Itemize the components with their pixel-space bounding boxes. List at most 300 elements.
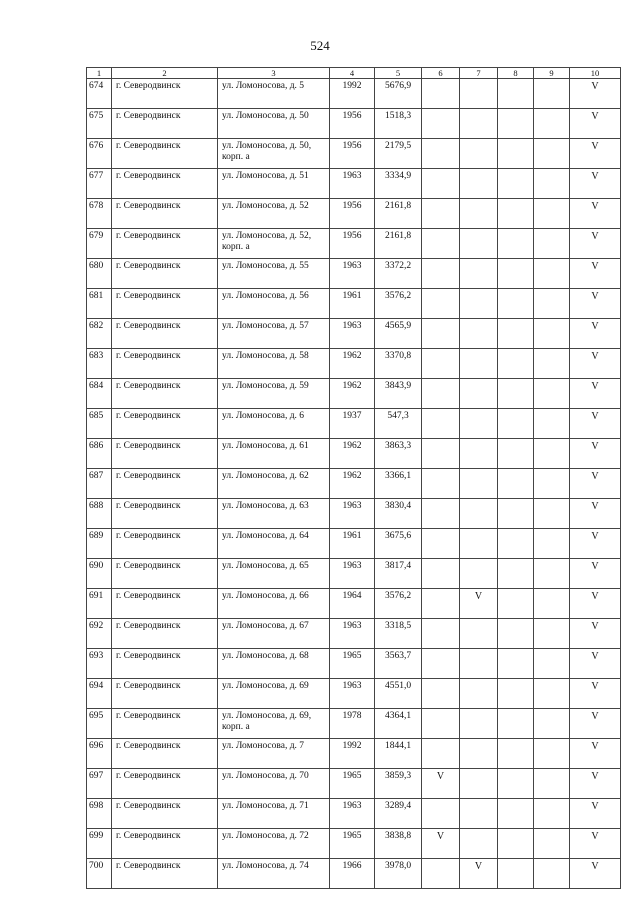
column-7-mark [460, 739, 498, 769]
column-9-mark [534, 709, 570, 739]
table-row [87, 289, 621, 319]
column-9-mark [534, 679, 570, 709]
column-6-mark [422, 199, 460, 229]
address-cell: ул. Ломоносова, д. 50 [218, 109, 330, 139]
column-9-mark [534, 79, 570, 109]
column-6-mark: V [422, 769, 460, 799]
area-cell: 3370,8 [375, 349, 422, 379]
year-cell: 1992 [330, 79, 375, 109]
column-10-mark: V [570, 709, 621, 739]
column-10-mark: V [570, 859, 621, 889]
column-9-mark [534, 829, 570, 859]
year-cell: 1963 [330, 619, 375, 649]
address-cell: ул. Ломоносова, д. 72 [218, 829, 330, 859]
column-8-mark [498, 829, 534, 859]
column-6-mark [422, 439, 460, 469]
address-cell: ул. Ломоносова, д. 64 [218, 529, 330, 559]
address-cell: ул. Ломоносова, д. 63 [218, 499, 330, 529]
year-cell: 1965 [330, 649, 375, 679]
address-cell: ул. Ломоносова, д. 59 [218, 379, 330, 409]
column-8-mark [498, 769, 534, 799]
table-row [87, 859, 621, 889]
address-cell: ул. Ломоносова, д. 56 [218, 289, 330, 319]
column-7-mark [460, 619, 498, 649]
column-10-mark: V [570, 79, 621, 109]
table-row [87, 259, 621, 289]
column-8-mark [498, 709, 534, 739]
column-8-mark [498, 439, 534, 469]
column-9-mark [534, 109, 570, 139]
column-10-mark: V [570, 409, 621, 439]
area-cell: 3576,2 [375, 289, 422, 319]
column-10-mark: V [570, 829, 621, 859]
column-7-mark [460, 109, 498, 139]
year-cell: 1963 [330, 559, 375, 589]
column-10-mark: V [570, 169, 621, 199]
column-8-mark [498, 799, 534, 829]
column-7-mark [460, 439, 498, 469]
column-header: 1 [87, 68, 112, 79]
address-cell: ул. Ломоносова, д. 69, корп. а [218, 709, 330, 739]
area-cell: 3318,5 [375, 619, 422, 649]
column-6-mark [422, 289, 460, 319]
row-number: 698 [87, 799, 112, 829]
column-7-mark: V [460, 859, 498, 889]
column-7-mark: V [460, 589, 498, 619]
year-cell: 1965 [330, 829, 375, 859]
address-cell: ул. Ломоносова, д. 61 [218, 439, 330, 469]
column-9-mark [534, 619, 570, 649]
area-cell: 3334,9 [375, 169, 422, 199]
row-number: 676 [87, 139, 112, 169]
city-cell: г. Северодвинск [112, 739, 218, 769]
column-10-mark: V [570, 499, 621, 529]
column-10-mark: V [570, 379, 621, 409]
table-row [87, 769, 621, 799]
row-number: 678 [87, 199, 112, 229]
area-cell: 3859,3 [375, 769, 422, 799]
row-number: 686 [87, 439, 112, 469]
column-9-mark [534, 199, 570, 229]
area-cell: 3838,8 [375, 829, 422, 859]
area-cell: 3576,2 [375, 589, 422, 619]
column-6-mark [422, 589, 460, 619]
table-row [87, 649, 621, 679]
row-number: 677 [87, 169, 112, 199]
year-cell: 1963 [330, 799, 375, 829]
column-6-mark [422, 139, 460, 169]
column-header: 3 [218, 68, 330, 79]
row-number: 689 [87, 529, 112, 559]
column-6-mark [422, 259, 460, 289]
table-row [87, 739, 621, 769]
column-7-mark [460, 319, 498, 349]
area-cell: 4565,9 [375, 319, 422, 349]
column-7-mark [460, 409, 498, 439]
year-cell: 1962 [330, 379, 375, 409]
column-9-mark [534, 439, 570, 469]
area-cell: 4364,1 [375, 709, 422, 739]
city-cell: г. Северодвинск [112, 499, 218, 529]
area-cell: 1518,3 [375, 109, 422, 139]
page-number: 524 [310, 38, 330, 53]
area-cell: 3372,2 [375, 259, 422, 289]
city-cell: г. Северодвинск [112, 409, 218, 439]
column-6-mark [422, 499, 460, 529]
column-header: 2 [112, 68, 218, 79]
area-cell: 2161,8 [375, 229, 422, 259]
column-10-mark: V [570, 289, 621, 319]
city-cell: г. Северодвинск [112, 319, 218, 349]
column-8-mark [498, 229, 534, 259]
table-row [87, 679, 621, 709]
city-cell: г. Северодвинск [112, 379, 218, 409]
row-number: 691 [87, 589, 112, 619]
column-7-mark [460, 259, 498, 289]
housing-register-table [86, 67, 621, 889]
column-8-mark [498, 349, 534, 379]
column-header: 8 [498, 68, 534, 79]
row-number: 681 [87, 289, 112, 319]
row-number: 700 [87, 859, 112, 889]
address-cell: ул. Ломоносова, д. 67 [218, 619, 330, 649]
year-cell: 1964 [330, 589, 375, 619]
column-7-mark [460, 709, 498, 739]
table-row [87, 709, 621, 739]
column-7-mark [460, 139, 498, 169]
address-cell: ул. Ломоносова, д. 50, корп. а [218, 139, 330, 169]
area-cell: 3817,4 [375, 559, 422, 589]
column-9-mark [534, 559, 570, 589]
address-cell: ул. Ломоносова, д. 62 [218, 469, 330, 499]
year-cell: 1992 [330, 739, 375, 769]
column-9-mark [534, 259, 570, 289]
city-cell: г. Северодвинск [112, 829, 218, 859]
column-9-mark [534, 499, 570, 529]
column-10-mark: V [570, 559, 621, 589]
column-7-mark [460, 829, 498, 859]
column-7-mark [460, 379, 498, 409]
column-7-mark [460, 529, 498, 559]
column-9-mark [534, 379, 570, 409]
table-row [87, 559, 621, 589]
column-9-mark [534, 349, 570, 379]
column-6-mark [422, 859, 460, 889]
address-cell: ул. Ломоносова, д. 5 [218, 79, 330, 109]
year-cell: 1962 [330, 349, 375, 379]
table-row [87, 619, 621, 649]
row-number: 674 [87, 79, 112, 109]
column-10-mark: V [570, 469, 621, 499]
city-cell: г. Северодвинск [112, 529, 218, 559]
area-cell: 3675,6 [375, 529, 422, 559]
column-7-mark [460, 499, 498, 529]
column-10-mark: V [570, 619, 621, 649]
column-8-mark [498, 859, 534, 889]
row-number: 688 [87, 499, 112, 529]
address-cell: ул. Ломоносова, д. 52 [218, 199, 330, 229]
column-7-mark [460, 799, 498, 829]
row-number: 699 [87, 829, 112, 859]
column-header: 7 [460, 68, 498, 79]
row-number: 690 [87, 559, 112, 589]
column-10-mark: V [570, 649, 621, 679]
year-cell: 1963 [330, 319, 375, 349]
year-cell: 1961 [330, 529, 375, 559]
column-8-mark [498, 139, 534, 169]
column-6-mark [422, 709, 460, 739]
column-6-mark [422, 229, 460, 259]
city-cell: г. Северодвинск [112, 649, 218, 679]
column-header: 10 [570, 68, 621, 79]
column-10-mark: V [570, 529, 621, 559]
column-6-mark [422, 349, 460, 379]
city-cell: г. Северодвинск [112, 469, 218, 499]
column-6-mark [422, 679, 460, 709]
column-6-mark [422, 379, 460, 409]
table-row [87, 349, 621, 379]
city-cell: г. Северодвинск [112, 679, 218, 709]
table-row [87, 469, 621, 499]
table-row [87, 829, 621, 859]
city-cell: г. Северодвинск [112, 139, 218, 169]
column-9-mark [534, 319, 570, 349]
column-6-mark [422, 469, 460, 499]
column-number-row [87, 68, 621, 79]
city-cell: г. Северодвинск [112, 859, 218, 889]
column-6-mark [422, 169, 460, 199]
column-7-mark [460, 469, 498, 499]
column-8-mark [498, 259, 534, 289]
column-9-mark [534, 739, 570, 769]
column-10-mark: V [570, 769, 621, 799]
city-cell: г. Северодвинск [112, 559, 218, 589]
column-7-mark [460, 769, 498, 799]
row-number: 684 [87, 379, 112, 409]
city-cell: г. Северодвинск [112, 439, 218, 469]
city-cell: г. Северодвинск [112, 769, 218, 799]
table-row [87, 589, 621, 619]
column-9-mark [534, 859, 570, 889]
area-cell: 3863,3 [375, 439, 422, 469]
column-6-mark [422, 409, 460, 439]
column-10-mark: V [570, 319, 621, 349]
column-8-mark [498, 109, 534, 139]
row-number: 697 [87, 769, 112, 799]
city-cell: г. Северодвинск [112, 289, 218, 319]
column-6-mark [422, 529, 460, 559]
address-cell: ул. Ломоносова, д. 70 [218, 769, 330, 799]
address-cell: ул. Ломоносова, д. 7 [218, 739, 330, 769]
address-cell: ул. Ломоносова, д. 69 [218, 679, 330, 709]
row-number: 692 [87, 619, 112, 649]
column-9-mark [534, 409, 570, 439]
column-7-mark [460, 289, 498, 319]
table-row [87, 199, 621, 229]
area-cell: 4551,0 [375, 679, 422, 709]
column-6-mark [422, 559, 460, 589]
column-6-mark [422, 319, 460, 349]
column-7-mark [460, 79, 498, 109]
city-cell: г. Северодвинск [112, 799, 218, 829]
column-9-mark [534, 649, 570, 679]
city-cell: г. Северодвинск [112, 109, 218, 139]
column-8-mark [498, 529, 534, 559]
row-number: 683 [87, 349, 112, 379]
area-cell: 3289,4 [375, 799, 422, 829]
year-cell: 1962 [330, 469, 375, 499]
address-cell: ул. Ломоносова, д. 71 [218, 799, 330, 829]
area-cell: 2179,5 [375, 139, 422, 169]
column-9-mark [534, 589, 570, 619]
year-cell: 1965 [330, 769, 375, 799]
table-row [87, 499, 621, 529]
row-number: 682 [87, 319, 112, 349]
year-cell: 1956 [330, 109, 375, 139]
column-8-mark [498, 409, 534, 439]
column-7-mark [460, 559, 498, 589]
row-number: 694 [87, 679, 112, 709]
city-cell: г. Северодвинск [112, 199, 218, 229]
column-8-mark [498, 499, 534, 529]
city-cell: г. Северодвинск [112, 619, 218, 649]
column-10-mark: V [570, 109, 621, 139]
year-cell: 1956 [330, 199, 375, 229]
column-9-mark [534, 169, 570, 199]
table-row [87, 229, 621, 259]
column-8-mark [498, 379, 534, 409]
column-10-mark: V [570, 439, 621, 469]
column-9-mark [534, 529, 570, 559]
area-cell: 3830,4 [375, 499, 422, 529]
column-6-mark [422, 619, 460, 649]
address-cell: ул. Ломоносова, д. 65 [218, 559, 330, 589]
column-8-mark [498, 619, 534, 649]
column-header: 6 [422, 68, 460, 79]
column-9-mark [534, 799, 570, 829]
table-row [87, 799, 621, 829]
column-8-mark [498, 289, 534, 319]
row-number: 675 [87, 109, 112, 139]
address-cell: ул. Ломоносова, д. 58 [218, 349, 330, 379]
column-7-mark [460, 679, 498, 709]
row-number: 693 [87, 649, 112, 679]
year-cell: 1963 [330, 679, 375, 709]
city-cell: г. Северодвинск [112, 259, 218, 289]
address-cell: ул. Ломоносова, д. 52, корп. а [218, 229, 330, 259]
column-10-mark: V [570, 589, 621, 619]
column-9-mark [534, 229, 570, 259]
column-8-mark [498, 739, 534, 769]
column-7-mark [460, 649, 498, 679]
column-8-mark [498, 79, 534, 109]
table-row [87, 139, 621, 169]
area-cell: 2161,8 [375, 199, 422, 229]
column-8-mark [498, 559, 534, 589]
column-8-mark [498, 169, 534, 199]
column-9-mark [534, 469, 570, 499]
column-8-mark [498, 589, 534, 619]
year-cell: 1962 [330, 439, 375, 469]
column-10-mark: V [570, 259, 621, 289]
column-9-mark [534, 289, 570, 319]
column-10-mark: V [570, 229, 621, 259]
table-row [87, 109, 621, 139]
column-8-mark [498, 649, 534, 679]
column-6-mark [422, 799, 460, 829]
table-row [87, 319, 621, 349]
table-body [87, 79, 621, 889]
column-10-mark: V [570, 139, 621, 169]
column-6-mark [422, 739, 460, 769]
row-number: 685 [87, 409, 112, 439]
year-cell: 1978 [330, 709, 375, 739]
city-cell: г. Северодвинск [112, 229, 218, 259]
table-row [87, 529, 621, 559]
area-cell: 3978,0 [375, 859, 422, 889]
city-cell: г. Северодвинск [112, 589, 218, 619]
area-cell: 5676,9 [375, 79, 422, 109]
column-7-mark [460, 349, 498, 379]
address-cell: ул. Ломоносова, д. 68 [218, 649, 330, 679]
address-cell: ул. Ломоносова, д. 66 [218, 589, 330, 619]
year-cell: 1937 [330, 409, 375, 439]
column-10-mark: V [570, 799, 621, 829]
year-cell: 1956 [330, 139, 375, 169]
year-cell: 1961 [330, 289, 375, 319]
year-cell: 1963 [330, 259, 375, 289]
year-cell: 1956 [330, 229, 375, 259]
column-6-mark: V [422, 829, 460, 859]
address-cell: ул. Ломоносова, д. 55 [218, 259, 330, 289]
column-6-mark [422, 109, 460, 139]
city-cell: г. Северодвинск [112, 709, 218, 739]
area-cell: 3843,9 [375, 379, 422, 409]
year-cell: 1963 [330, 499, 375, 529]
column-9-mark [534, 769, 570, 799]
area-cell: 3563,7 [375, 649, 422, 679]
address-cell: ул. Ломоносова, д. 6 [218, 409, 330, 439]
column-10-mark: V [570, 199, 621, 229]
column-header: 4 [330, 68, 375, 79]
area-cell: 547,3 [375, 409, 422, 439]
column-7-mark [460, 229, 498, 259]
column-8-mark [498, 679, 534, 709]
row-number: 687 [87, 469, 112, 499]
area-cell: 3366,1 [375, 469, 422, 499]
city-cell: г. Северодвинск [112, 169, 218, 199]
column-6-mark [422, 79, 460, 109]
city-cell: г. Северодвинск [112, 79, 218, 109]
column-9-mark [534, 139, 570, 169]
year-cell: 1963 [330, 169, 375, 199]
row-number: 679 [87, 229, 112, 259]
column-8-mark [498, 319, 534, 349]
column-8-mark [498, 469, 534, 499]
area-cell: 1844,1 [375, 739, 422, 769]
table-row [87, 79, 621, 109]
column-7-mark [460, 169, 498, 199]
row-number: 696 [87, 739, 112, 769]
address-cell: ул. Ломоносова, д. 51 [218, 169, 330, 199]
table-row [87, 439, 621, 469]
column-header: 5 [375, 68, 422, 79]
year-cell: 1966 [330, 859, 375, 889]
column-6-mark [422, 649, 460, 679]
column-10-mark: V [570, 679, 621, 709]
row-number: 695 [87, 709, 112, 739]
column-header: 9 [534, 68, 570, 79]
